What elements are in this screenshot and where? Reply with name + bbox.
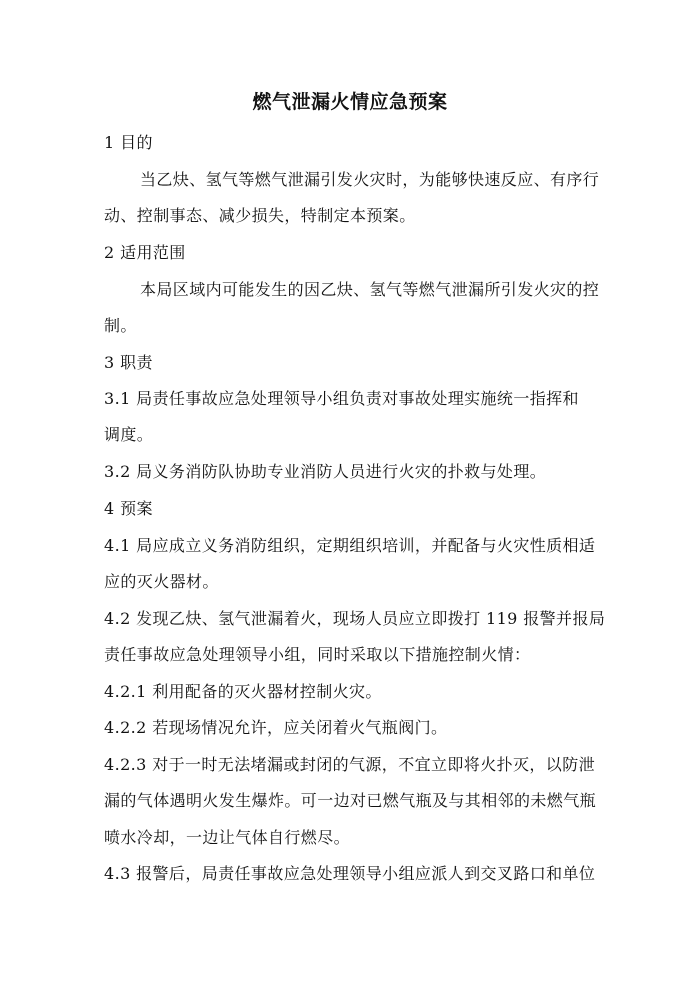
paragraph-line: 4.1 局应成立义务消防组织，定期组织培训，并配备与火灾性质相适 xyxy=(104,536,596,555)
paragraph-line: 4.2 发现乙炔、氢气泄漏着火，现场人员应立即拨打 119 报警并报局 xyxy=(104,609,606,628)
paragraph-line: 动、控制事态、减少损失，特制定本预案。 xyxy=(104,206,416,225)
paragraph-line: 3.1 局责任事故应急处理领导小组负责对事故处理实施统一指挥和 xyxy=(104,389,579,408)
paragraph-line: 4.2.1 利用配备的灭火器材控制火灾。 xyxy=(104,682,382,701)
paragraph-line: 4.2.2 若现场情况允许，应关闭着火气瓶阀门。 xyxy=(104,718,448,737)
paragraph-line: 责任事故应急处理领导小组，同时采取以下措施控制火情： xyxy=(104,645,531,664)
document-title: 燃气泄漏火情应急预案 xyxy=(252,91,448,113)
heading-responsibilities: 3 职责 xyxy=(104,353,153,372)
paragraph-line: 制。 xyxy=(104,316,137,335)
paragraph-line: 应的灭火器材。 xyxy=(104,572,219,591)
paragraph-line: 调度。 xyxy=(104,425,154,444)
heading-plan: 4 预案 xyxy=(104,499,153,518)
paragraph-line: 本局区域内可能发生的因乙炔、氢气等燃气泄漏所引发火灾的控 xyxy=(140,280,600,299)
paragraph-line: 漏的气体遇明火发生爆炸。可一边对已燃气瓶及与其相邻的未燃气瓶 xyxy=(104,791,597,810)
paragraph-line: 喷水冷却，一边让气体自行燃尽。 xyxy=(104,828,351,847)
paragraph-line: 4.3 报警后，局责任事故应急处理领导小组应派人到交叉路口和单位 xyxy=(104,864,596,883)
heading-purpose: 1 目的 xyxy=(104,133,153,152)
paragraph-line: 当乙炔、氢气等燃气泄漏引发火灾时，为能够快速反应、有序行 xyxy=(140,170,600,189)
heading-scope: 2 适用范围 xyxy=(104,243,186,262)
paragraph-line: 3.2 局义务消防队协助专业消防人员进行火灾的扑救与处理。 xyxy=(104,462,547,481)
paragraph-line: 4.2.3 对于一时无法堵漏或封闭的气源，不宜立即将火扑灭，以防泄 xyxy=(104,755,595,774)
